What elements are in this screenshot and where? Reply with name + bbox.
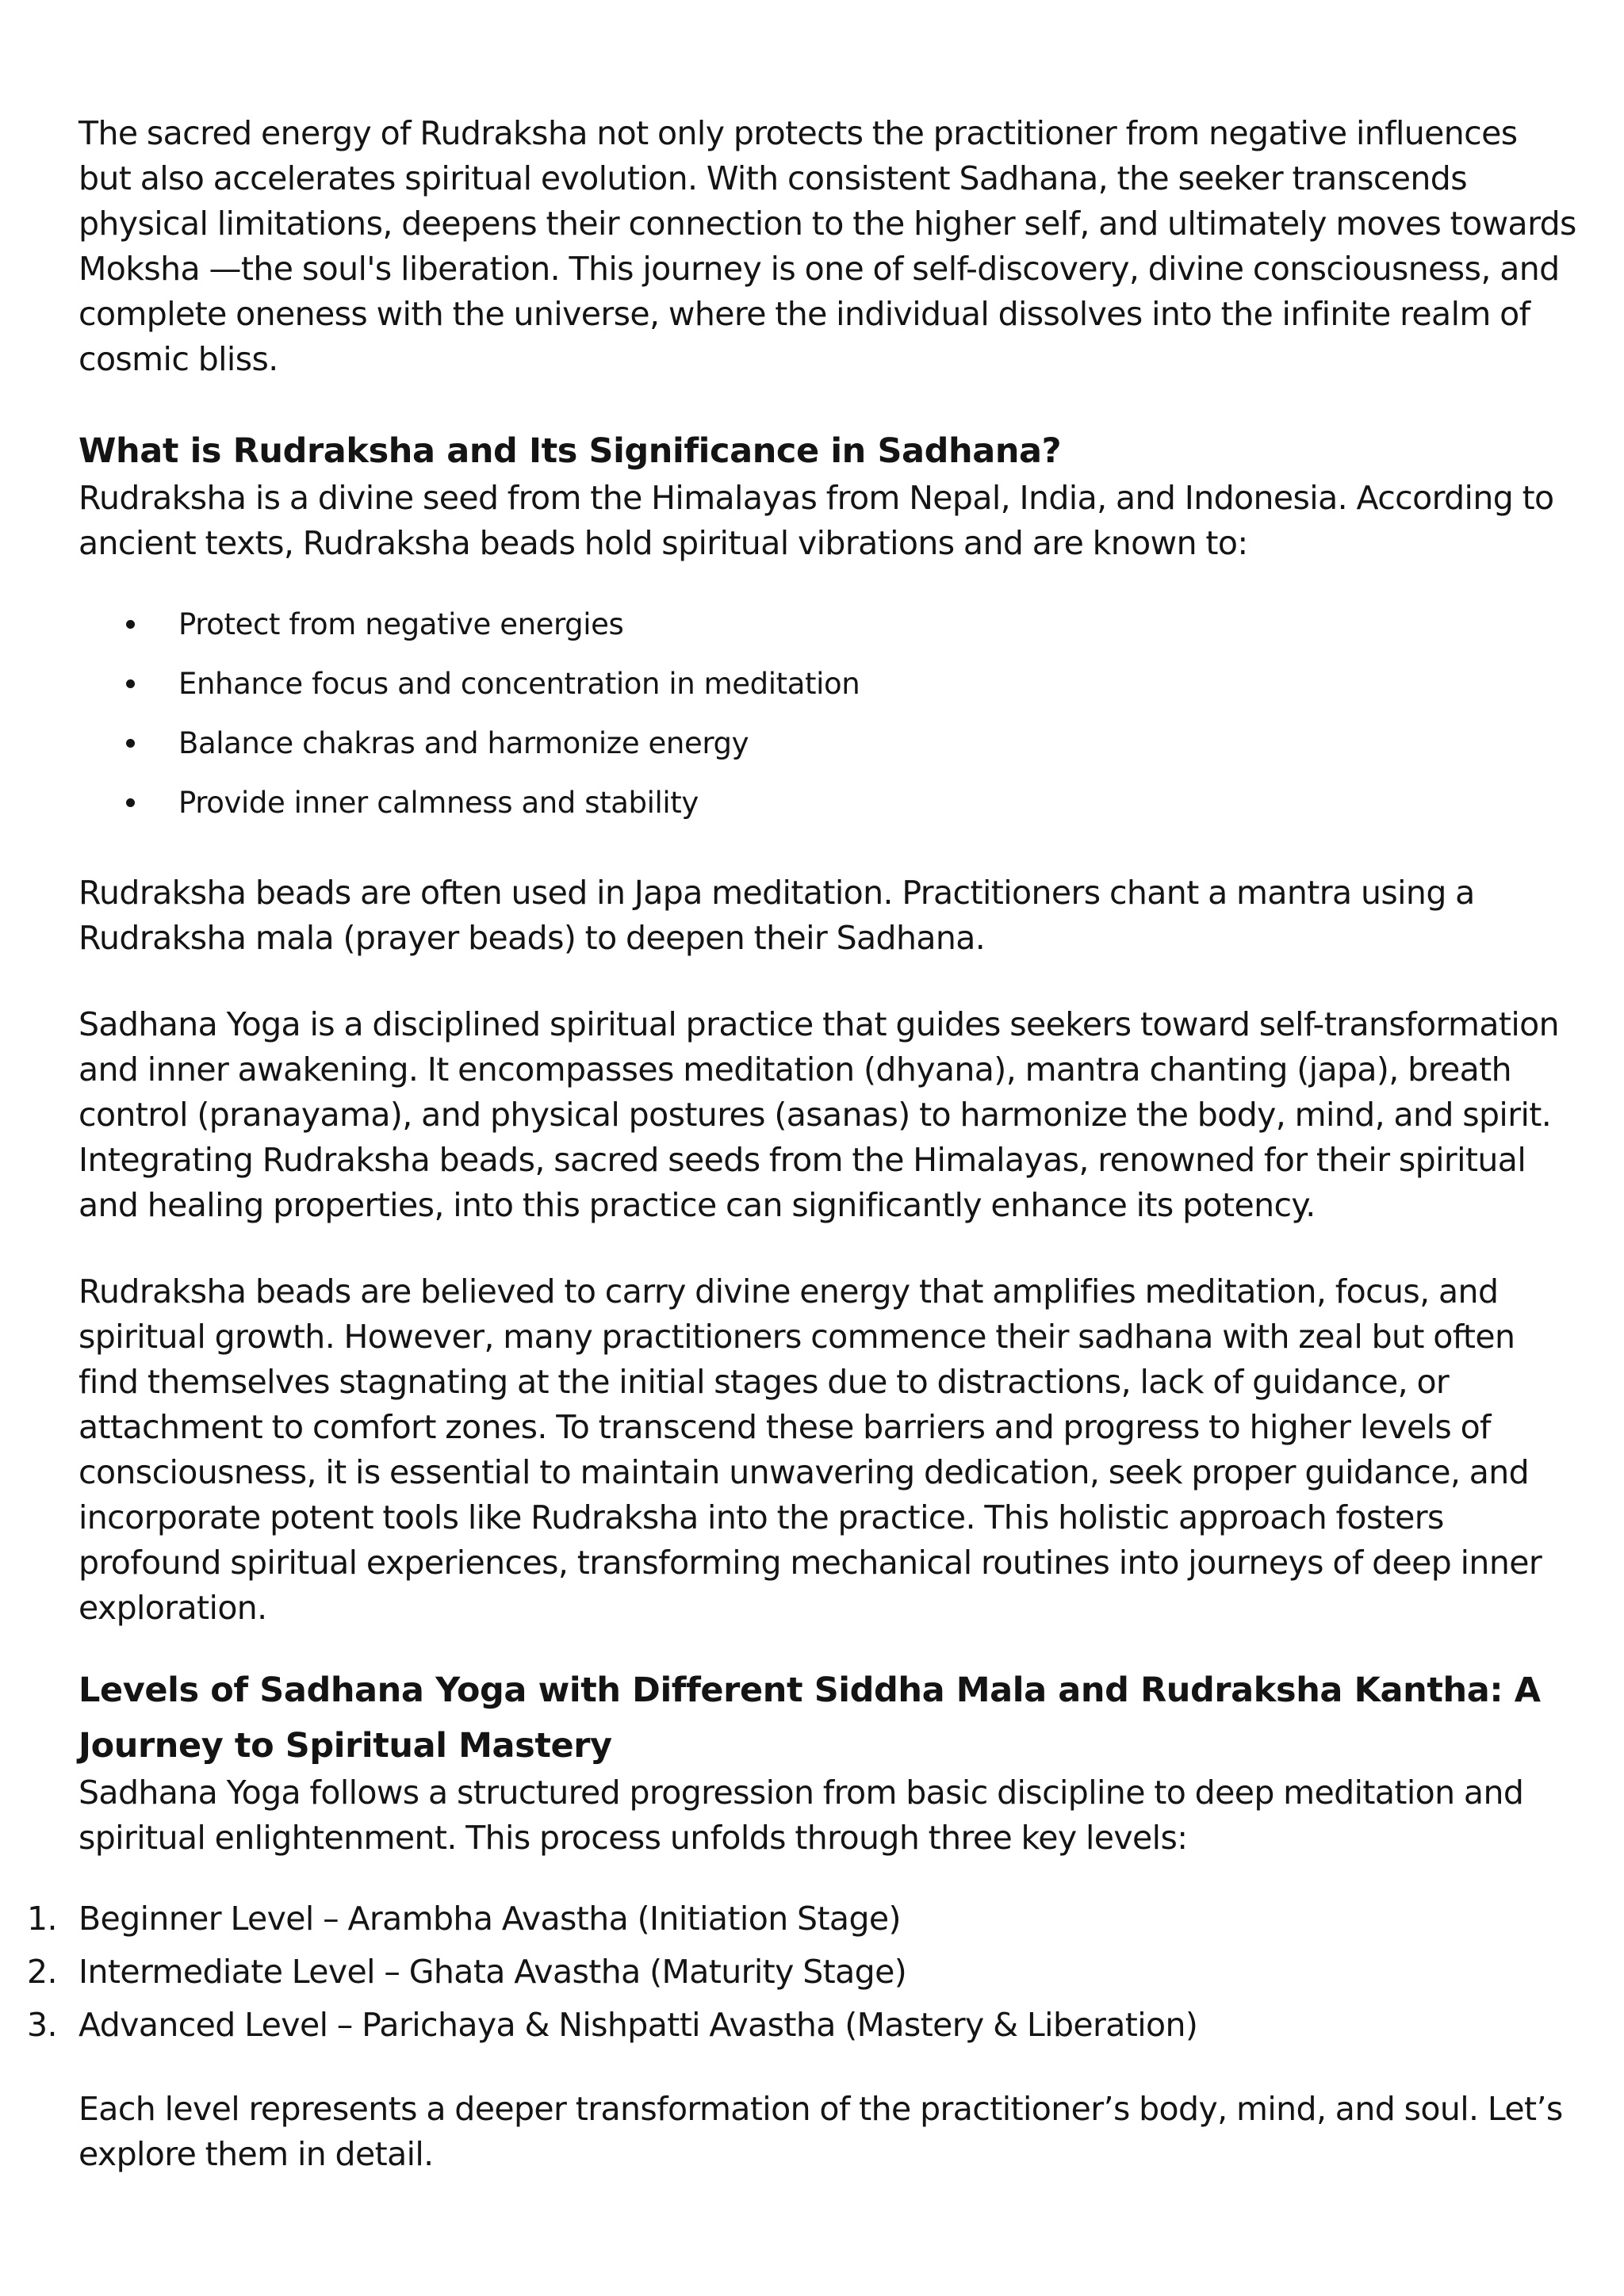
- benefits-bullet-list: [79, 595, 1577, 832]
- levels-intro-paragraph: Sadhana Yoga follows a structured progression from basic discipline to deep meditation and spiritual enlightenment. This process unfolds through three key levels:: [79, 1774, 1524, 1857]
- bullet-icon: [126, 679, 135, 688]
- bullet-item: [79, 714, 1577, 773]
- closing-paragraph: Each level represents a deeper transformation of the practitioner’s body, mind, and soul. Let’s explore them in detail.: [79, 2090, 1563, 2173]
- bullet-text: Balance chakras and harmonize energy: [178, 726, 749, 760]
- intro-paragraph: The sacred energy of Rudraksha not only protects the practitioner from negative influences but also accelerates spiritual evolution. With consistent Sadhana, the seeker transcends physical limitations, deepens their connection to the higher self, and ultimately moves towards Moksha —the soul's liberation. This journey is one of self-discovery, divine consciousness, and complete oneness with the universe, where the individual dissolves into the infinite realm of cosmic bliss.: [79, 114, 1576, 378]
- level-text: Intermediate Level – Ghata Avastha (Maturity Stage): [79, 1953, 907, 1991]
- divine-energy-paragraph: Rudraksha beads are believed to carry divine energy that amplifies meditation, focus, and spiritual growth. However, many practitioners commence their sadhana with zeal but often find themselves stagnating at the initial stages due to distractions, lack of guidance, or attachment to comfort zones. To transcend these barriers and progress to higher levels of consciousness, it is essential to maintain unwavering dedication, seek proper guidance, and incorporate potent tools like Rudraksha into the practice. This holistic approach fosters profound spiritual experiences, transforming mechanical routines into journeys of deep inner exploration.: [79, 1272, 1542, 1627]
- section-heading-levels: Levels of Sadhana Yoga with Different Siddha Mala and Rudraksha Kantha: A Journey to Spiritual Mastery: [79, 1670, 1541, 1766]
- list-number: 3.: [27, 2006, 57, 2044]
- level-text: Advanced Level – Parichaya & Nishpatti Avastha (Mastery & Liberation): [79, 2006, 1198, 2044]
- list-number: 1.: [27, 1900, 57, 1938]
- level-item: [0, 1946, 1577, 1999]
- bullet-text: Enhance focus and concentration in meditation: [178, 667, 860, 701]
- section-heading-rudraksha-significance: What is Rudraksha and Its Significance in Sadhana?: [79, 431, 1062, 471]
- bullet-text: Provide inner calmness and stability: [178, 786, 699, 820]
- bullet-icon: [126, 620, 135, 629]
- bullet-text: Protect from negative energies: [178, 607, 624, 641]
- document-content: [27, 111, 1577, 2218]
- japa-paragraph: Rudraksha beads are often used in Japa meditation. Practitioners chant a mantra using a Rudraksha mala (prayer beads) to deepen their Sadhana.: [79, 874, 1475, 957]
- bullet-item: [79, 773, 1577, 832]
- bullet-item: [79, 595, 1577, 654]
- section-intro-paragraph: Rudraksha is a divine seed from the Himalayas from Nepal, India, and Indonesia. According to ancient texts, Rudraksha beads hold spiritual vibrations and are known to:: [79, 479, 1554, 562]
- level-text: Beginner Level – Arambha Avastha (Initiation Stage): [79, 1900, 901, 1938]
- bullet-icon: [126, 798, 135, 807]
- level-item: [0, 1892, 1577, 1946]
- level-item: [0, 1999, 1577, 2052]
- bullet-item: [79, 654, 1577, 714]
- levels-numbered-list: [0, 1892, 1577, 2052]
- bullet-icon: [126, 739, 135, 748]
- sadhana-yoga-paragraph: Sadhana Yoga is a disciplined spiritual practice that guides seekers toward self-transformation and inner awakening. It encompasses meditation (dhyana), mantra chanting (japa), breath control (pranayama), and physical postures (asanas) to harmonize the body, mind, and spirit. Integrating Rudraksha beads, sacred seeds from the Himalayas, renowned for their spiritual and healing properties, into this practice can significantly enhance its potency.: [79, 1005, 1560, 1224]
- list-number: 2.: [27, 1953, 57, 1991]
